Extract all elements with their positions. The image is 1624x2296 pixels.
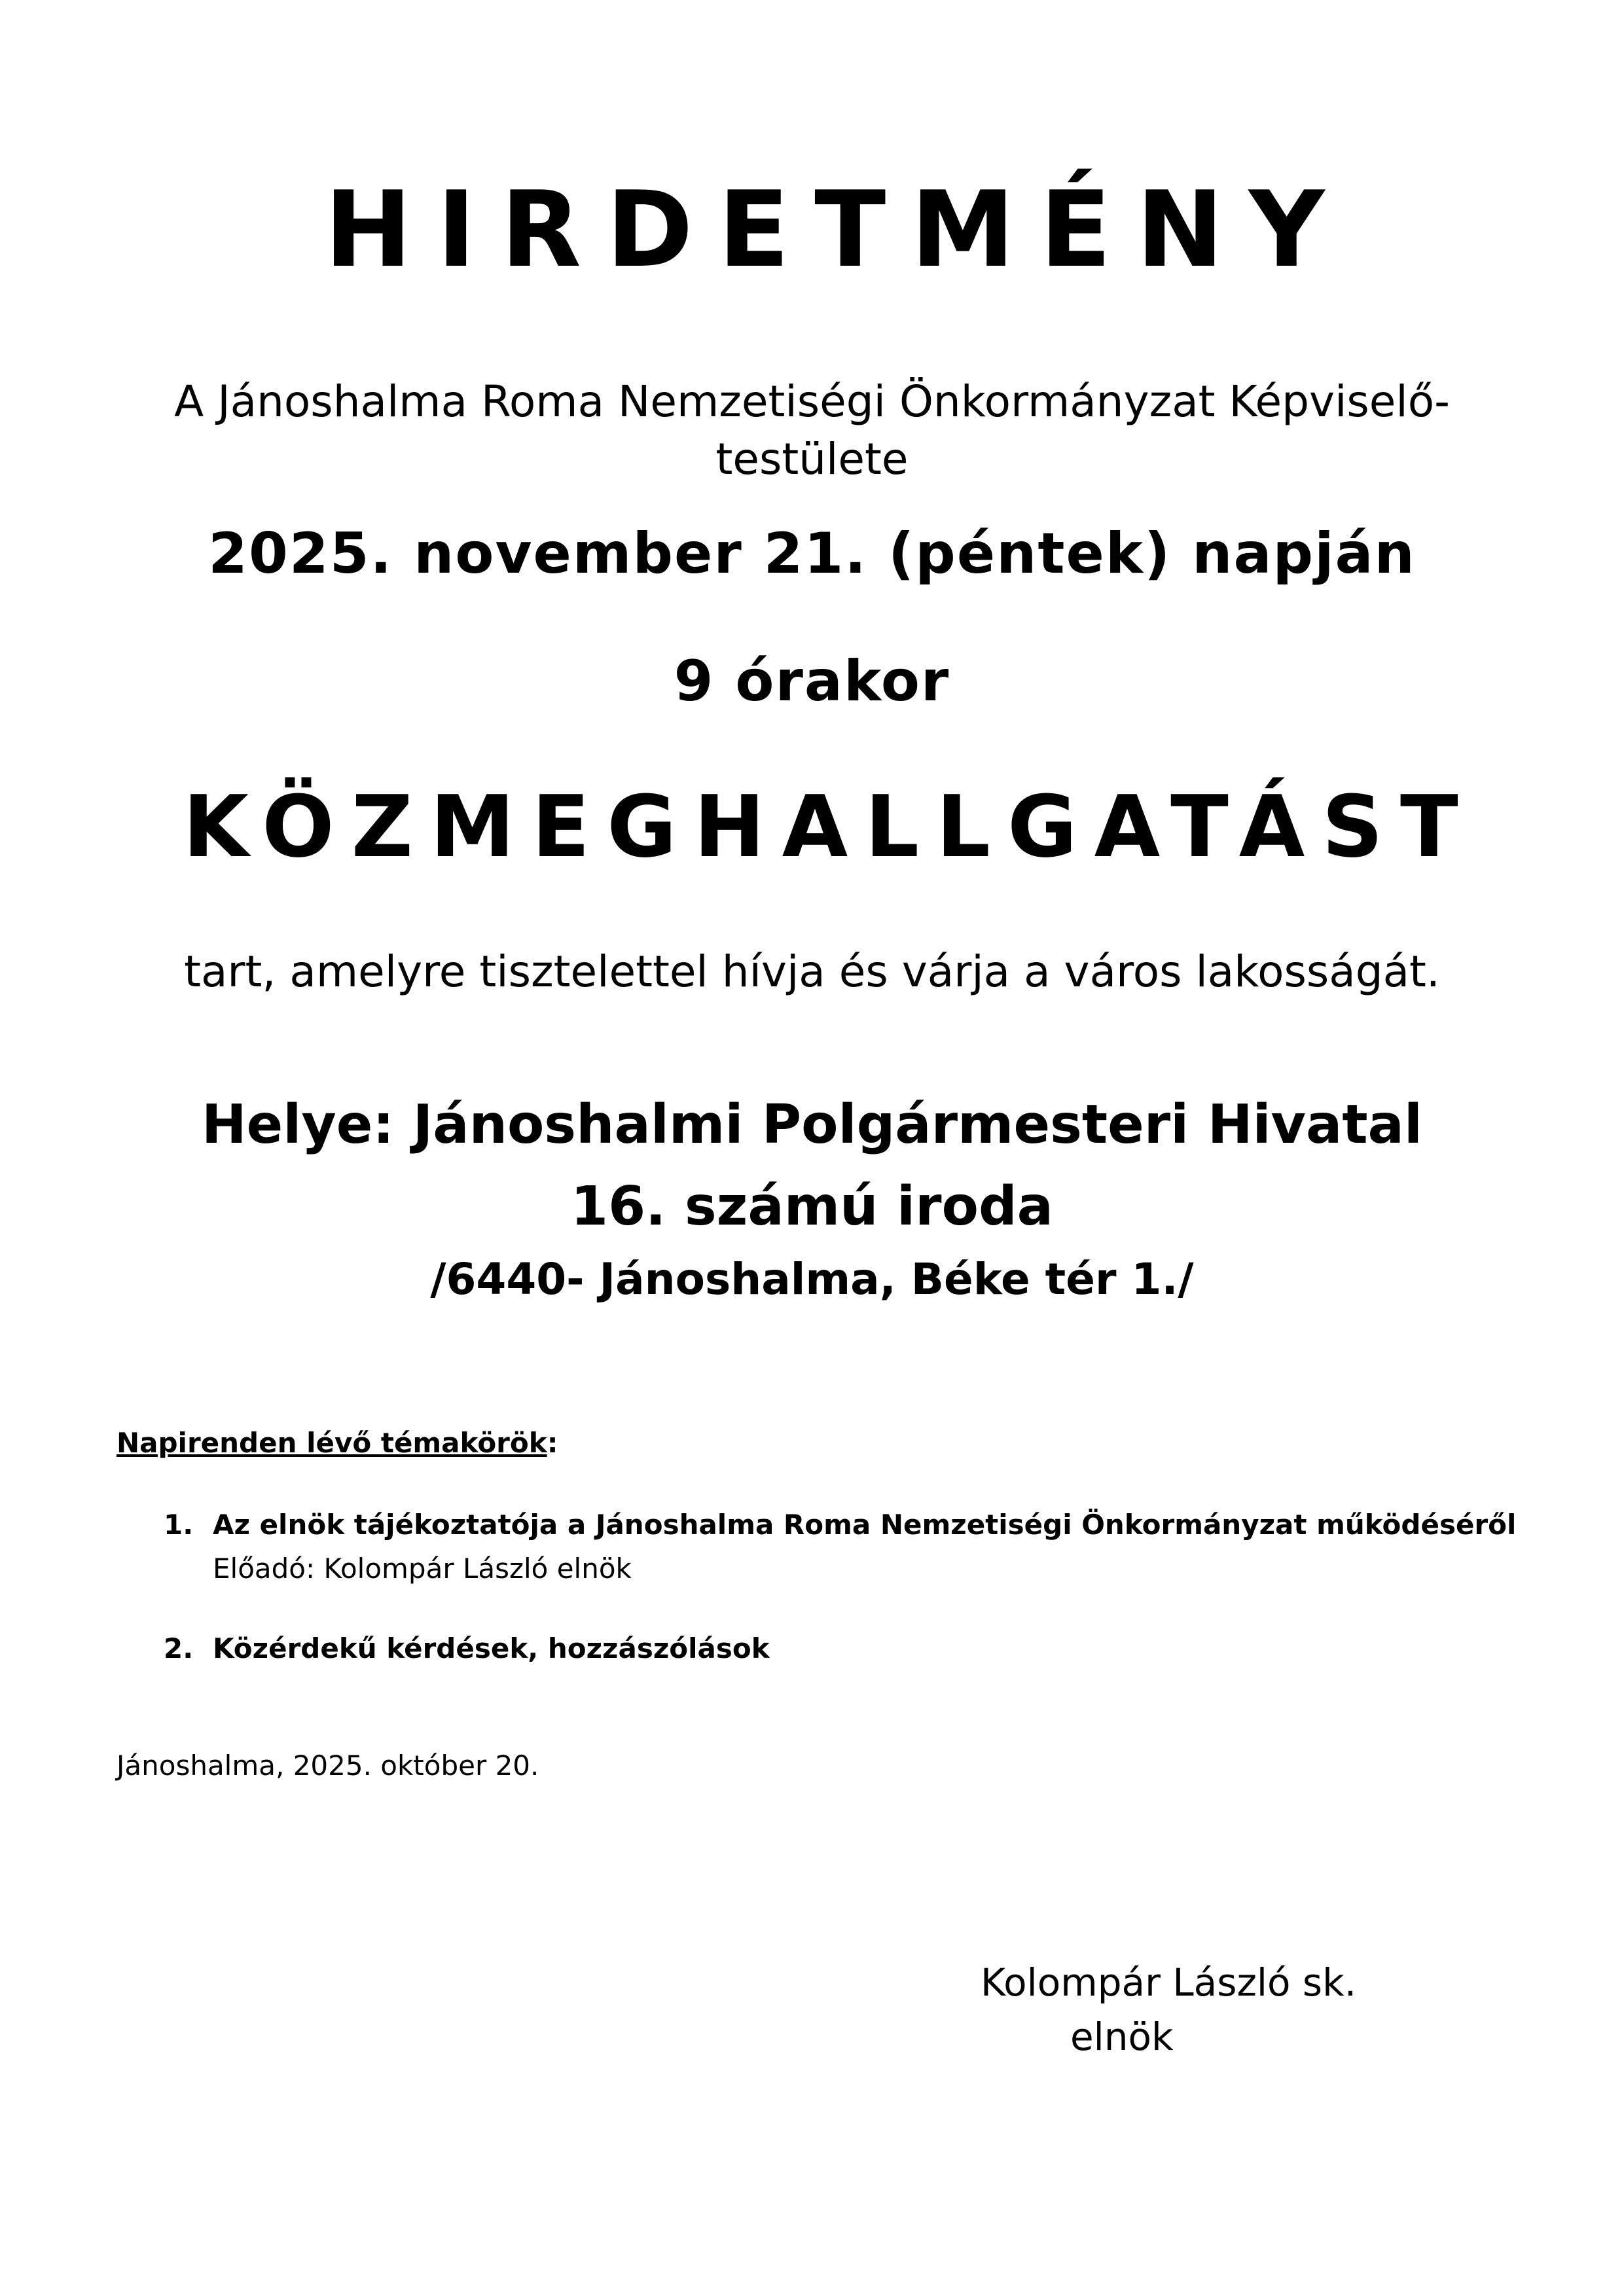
agenda-heading-text: Napirenden lévő témakörök — [117, 1427, 547, 1459]
notice-title: HIRDETMÉNY — [324, 168, 1350, 291]
location-address: /6440- Jánoshalma, Béke tér 1./ — [430, 1254, 1194, 1304]
agenda-item-number: 1. — [164, 1509, 194, 1541]
agenda-heading — [117, 1427, 558, 1460]
meeting-date: 2025. november 21. (péntek) napján — [208, 521, 1416, 586]
signature-name: Kolompár László sk. — [981, 1960, 1357, 2005]
signature-role: elnök — [1070, 2015, 1174, 2059]
agenda-item-title: Közérdekű kérdések, hozzászólások — [213, 1632, 770, 1664]
event-name: KÖZMEGHALLGATÁST — [183, 777, 1475, 876]
agenda-item-body — [213, 1626, 770, 1670]
intro-text — [147, 373, 1477, 488]
agenda-item-presenter: Előadó: Kolompár László elnök — [213, 1552, 632, 1585]
agenda-item-body — [213, 1503, 1516, 1590]
intro-line: A Jánoshalma Roma Nemzetiségi Önkormányzat Képviselő-testülete — [174, 376, 1450, 484]
meeting-time: 9 órakor — [674, 649, 950, 714]
place-and-date: Jánoshalma, 2025. október 20. — [117, 1749, 539, 1782]
invitation-text: tart, amelyre tisztelettel hívja és várja a város lakosságát. — [184, 946, 1440, 997]
agenda-item-title: Az elnök tájékoztatója a Jánoshalma Roma Nemzetiségi Önkormányzat működéséről — [213, 1509, 1517, 1541]
agenda-item-number: 2. — [164, 1632, 194, 1664]
location-line1: Helye: Jánoshalmi Polgármesteri Hivatal — [202, 1094, 1422, 1156]
agenda-heading-colon: : — [547, 1427, 558, 1459]
location-line2: 16. számú iroda — [571, 1175, 1053, 1238]
